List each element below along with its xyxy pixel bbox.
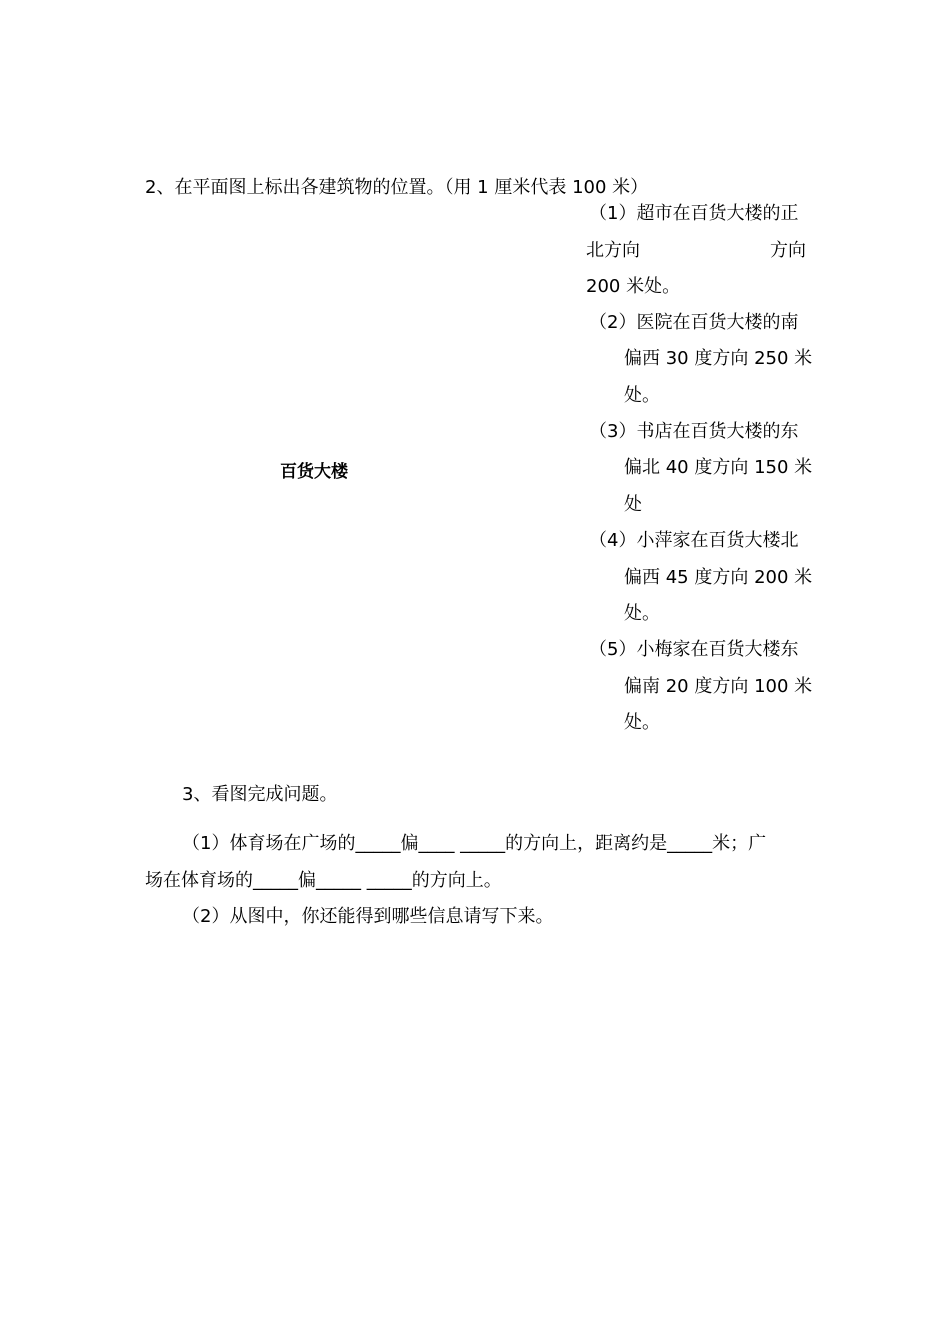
q3-part2: （2）从图中，你还能得到哪些信息请写下来。 (182, 906, 554, 927)
q2-item1-line2b: 方向 (770, 240, 806, 261)
q2-item4-line2: 偏西 45 度方向 200 米 (624, 567, 813, 588)
q2-item3-line2: 偏北 40 度方向 150 米 (624, 457, 813, 478)
q3-part1-line2: 场在体育场的_____偏_____ _____的方向上。 (145, 870, 502, 891)
q2-item3-line1: （3）书店在百货大楼的东 (589, 421, 799, 442)
q2-item2-line2: 偏西 30 度方向 250 米 (624, 348, 813, 369)
q2-item1-line3: 200 米处。 (586, 276, 681, 297)
q2-item2-line1: （2）医院在百货大楼的南 (589, 312, 799, 333)
q2-item5-line2: 偏南 20 度方向 100 米 (624, 676, 813, 697)
q2-item1-line2 (586, 240, 806, 262)
q2-item5-line1: （5）小梅家在百货大楼东 (589, 639, 799, 660)
q2-item1-line2a: 北方向 (586, 240, 640, 261)
q2-item2-line3: 处。 (624, 385, 660, 406)
q2-item1-line1: （1）超市在百货大楼的正 (589, 203, 799, 224)
q2-item4-line3: 处。 (624, 603, 660, 624)
q3-title: 3、看图完成问题。 (182, 784, 338, 805)
q2-item3-line3: 处 (624, 494, 642, 515)
q2-item4-line1: （4）小萍家在百货大楼北 (589, 530, 799, 551)
q2-item5-line3: 处。 (624, 712, 660, 733)
q2-title: 2、在平面图上标出各建筑物的位置。（用 1 厘米代表 100 米） (145, 177, 649, 198)
center-building-label: 百货大楼 (280, 462, 348, 482)
q3-part1-line1: （1）体育场在广场的_____偏____ _____的方向上，距离约是_____米；广 (182, 833, 767, 854)
